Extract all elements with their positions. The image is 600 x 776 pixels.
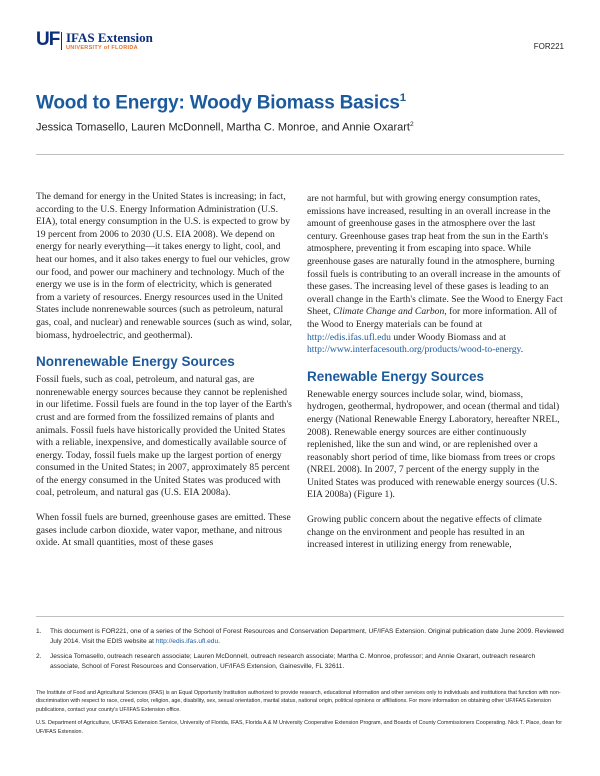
uf-logo: UF	[36, 29, 60, 50]
left-column	[36, 191, 292, 550]
intro-paragraph: The demand for energy in the United States is increasing; in fact, according to the U.S. Energy Information Administration (U.S. EIA), total energy consumption in the U.S. is expected to grow by 19 percent from 2006 to 2030 (U.S. EIA 2008). We depend on energy for nearly everything—it takes energy to light, cool, and heat our homes, and it also takes energy to fuel our vehicles, grow our food, and power our machinery and technology. Much of the energy we use is in the form of electricity, which is generated from a variety of resources. Energy resources used in the United States include nonrenewable sources (such as petroleum, natural gas, coal, and nuclear) and renewable sources (such as wind, solar, biomass, hydroelectric, and geothermal).	[36, 191, 292, 341]
page-header	[36, 30, 564, 56]
authors-line	[36, 121, 414, 134]
cooperating-agencies-statement: U.S. Department of Agriculture, UF/IFAS Extension Service, University of Florida, IFAS, Florida A & M University Cooperative Extension Program, and Boards of County Commissioners Cooperating. Nick T. Place, dean for UF/IFAS Extension.	[36, 720, 563, 735]
greenhouse-text-c: under Woody Biomass and at	[390, 331, 506, 343]
renewable-paragraph-1: Renewable energy sources include solar, wind, biomass, hydrogen, geothermal, hydropower, and ocean (thermal and tidal) energy (National Renewable Energy Laboratory, hereafter NREL, 2008). Renewable energy sources are either continuously replenished, like the sun and wind, or are replenished over a reasonably short period of time, like biomass from trees or crops (NREL 2008). In 2007, 7 percent of the energy supply in the United States was produced with renewable energy sources (U.S. EIA 2008a) (Figure 1).	[307, 388, 560, 501]
footnote-1	[36, 627, 564, 646]
edis-link[interactable]: http://edis.ifas.ufl.edu	[307, 331, 391, 343]
renewable-heading: Renewable Energy Sources	[307, 368, 485, 384]
ifas-extension-logo-text: IFAS Extension	[66, 30, 153, 45]
footnote-divider	[36, 616, 564, 617]
document-title	[36, 92, 406, 114]
legal-notice	[36, 689, 564, 736]
document-number: FOR221	[533, 42, 564, 51]
fact-sheet-title: Climate Change and Carbon	[333, 306, 445, 318]
footnote-1-text: This document is FOR221, one of a series of the School of Forest Resources and Conservation Department, UF/IFAS Extension. Original publication date June 2009. Reviewed July 2014. Visit the EDIS website at	[50, 628, 564, 645]
right-column	[307, 193, 563, 552]
authors-footnote-mark[interactable]: 2	[409, 121, 414, 128]
authors-text: Jessica Tomasello, Lauren McDonnell, Martha C. Monroe, and Annie Oxarart	[36, 121, 410, 134]
footnote-2-text: Jessica Tomasello, outreach research associate; Lauren McDonnell, outreach research associate; Martha C. Monroe, professor; and Annie Oxarart, outreach research associate, School of Forest Resources and Conservation, UF/IFAS Extension, Gainesville, FL 32611.	[50, 653, 536, 670]
nonrenewable-heading: Nonrenewable Energy Sources	[36, 354, 235, 370]
footnote-number: 1.	[36, 628, 42, 635]
footnote-number: 2.	[36, 653, 42, 661]
interfacesouth-link[interactable]: http://www.interfacesouth.org/products/wood-to-energy	[307, 344, 521, 356]
footnotes	[36, 627, 564, 671]
footnote-1-end: .	[218, 637, 220, 645]
greenhouse-paragraph	[307, 193, 563, 357]
university-of-florida-logo-text: UNIVERSITY of FLORIDA	[66, 45, 138, 51]
footnote-edis-link[interactable]: http://edis.ifas.ufl.edu	[155, 637, 219, 645]
renewable-paragraph-2: Growing public concern about the negative effects of climate change on the environment and people has resulted in an increased interest in utilizing energy from renewable,	[307, 514, 542, 551]
greenhouse-text-d: .	[520, 344, 524, 356]
greenhouse-text-b: , for more information. All of the Wood to Energy materials can be found at	[307, 306, 557, 330]
greenhouse-text-a: are not harmful, but with growing energy consumption rates, emissions have increased, resulting in an overall increase in the amount of greenhouse gases in the atmosphere over the last century. Greenhouse gases trap heat from the sun in the Earth's atmosphere, preventing it from escaping into space. While greenhouse gases are naturally found in the atmosphere, burning fossil fuels is contributing to an overall increase in the amounts of these gases. The increasing level of these gases is leading to an overall change in the Earth's climate. See the Wood to Energy Fact Sheet,	[307, 193, 563, 318]
nonrenewable-paragraph-1: Fossil fuels, such as coal, petroleum, and natural gas, are nonrenewable energy sources because they cannot be replenished in our lifetime. Fossil fuels are found in the top layer of the Earth's crust and are formed from the fossilized remains of plants and animals. Fossil fuels have historically provided the United States with a reliable, inexpensive, and domestically available source of energy. Today, fossil fuels make up the largest portion of energy consumed in the United States; in 2007, approximately 85 percent of the energy consumed in the United States was produced with coal, petroleum, and natural gas (U.S. EIA 2008a).	[36, 374, 292, 499]
footnote-2	[36, 652, 564, 671]
title-text: Wood to Energy: Woody Biomass Basics	[36, 92, 400, 114]
nonrenewable-paragraph-2: When fossil fuels are burned, greenhouse gases are emitted. These gases include carbon dioxide, water vapor, methane, and nitrous oxide. At small quantities, most of these gases	[36, 512, 291, 549]
title-divider	[36, 154, 564, 155]
title-footnote-mark[interactable]: 1	[399, 92, 406, 104]
logo-divider	[61, 32, 62, 50]
equal-opportunity-statement: The Institute of Food and Agricultural Sciences (IFAS) is an Equal Opportunity Institution authorized to provide research, educational information and other services only to individuals and institutions that function with non-discrimination with respect to race, creed, color, religion, age, disability, sex, sexual orientation, marital status, national origin, political opinions or affiliations. For more information on obtaining other UF/IFAS Extension publications, contact your county's UF/IFAS Extension office.	[36, 690, 561, 713]
